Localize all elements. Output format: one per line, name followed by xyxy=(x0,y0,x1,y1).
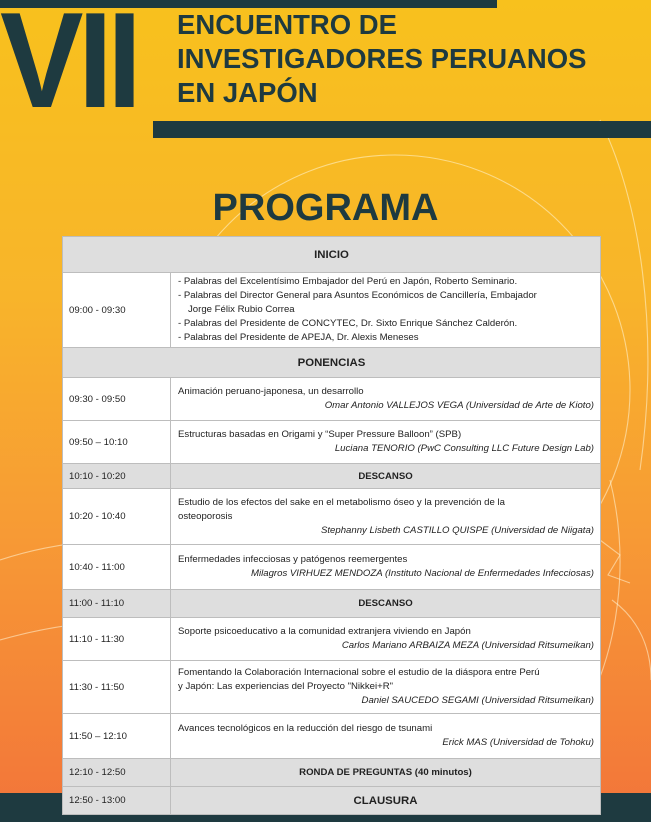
event-title xyxy=(177,8,587,110)
program-table xyxy=(62,236,601,815)
list-item: - Palabras del Excelentísimo Embajador del Perú en Japón, Roberto Seminario. xyxy=(178,276,518,287)
talk-cell xyxy=(171,378,601,421)
break-row xyxy=(63,464,601,489)
time-cell: 11:30 - 11:50 xyxy=(63,661,171,714)
table-row xyxy=(63,378,601,421)
table-row xyxy=(63,618,601,661)
edition-number: VII xyxy=(0,0,137,136)
qa-label: RONDA DE PREGUNTAS (40 minutos) xyxy=(171,759,601,787)
talk-author: Daniel SAUCEDO SEGAMI (Universidad Ritsumeikan) xyxy=(361,695,594,706)
time-cell: 09:50 – 10:10 xyxy=(63,421,171,464)
table-row xyxy=(63,545,601,590)
list-item: - Palabras del Presidente de CONCYTEC, Dr. Sixto Enrique Sánchez Calderón. xyxy=(178,318,518,329)
talk-title-line: Estudio de los efectos del sake en el metabolismo óseo y la prevención de la xyxy=(178,496,505,508)
time-cell: 11:50 – 12:10 xyxy=(63,714,171,759)
break-row xyxy=(63,590,601,618)
time-cell: 10:10 - 10:20 xyxy=(63,464,171,489)
table-row xyxy=(63,661,601,714)
section-label: INICIO xyxy=(63,237,601,273)
program-heading: PROGRAMA xyxy=(212,187,439,229)
table-row xyxy=(63,421,601,464)
list-item: - Palabras del Presidente de APEJA, Dr. Alexis Meneses xyxy=(178,332,419,343)
qa-row xyxy=(63,759,601,787)
time-cell: 10:40 - 11:00 xyxy=(63,545,171,590)
section-label: PONENCIAS xyxy=(63,348,601,378)
talk-title-line: y Japón: Las experiencias del Proyecto "Nikkei+R" xyxy=(178,681,394,692)
talk-title-line: Fomentando la Colaboración Internacional sobre el estudio de la diáspora entre Perú xyxy=(178,667,540,678)
list-item: - Palabras del Director General para Asuntos Económicos de Cancillería, Embajador xyxy=(178,290,537,301)
list-item: Jorge Félix Rubio Correa xyxy=(188,304,295,315)
closing-label: CLAUSURA xyxy=(171,787,601,815)
talk-cell xyxy=(171,618,601,661)
talk-author: Stephanny Lisbeth CASTILLO QUISPE (Universidad de Niigata) xyxy=(320,524,594,536)
section-row-inicio xyxy=(63,237,601,273)
table-row xyxy=(63,273,601,348)
table-row xyxy=(63,489,601,545)
break-label: DESCANSO xyxy=(171,590,601,618)
talk-title: Animación peruano-japonesa, un desarrollo xyxy=(178,386,364,397)
speech-list xyxy=(171,273,601,348)
talk-title: Estructuras basadas en Origami y “Super Pressure Balloon” (SPB) xyxy=(178,429,462,440)
time-cell: 10:20 - 10:40 xyxy=(63,489,171,545)
talk-author: Luciana TENORIO (PwC Consulting LLC Future Design Lab) xyxy=(334,443,594,454)
title-underline-bar xyxy=(153,121,651,138)
time-cell: 11:00 - 11:10 xyxy=(63,590,171,618)
talk-title-line: osteoporosis xyxy=(178,510,233,522)
time-cell: 12:50 - 13:00 xyxy=(63,787,171,815)
talk-cell xyxy=(171,661,601,714)
title-line-2: INVESTIGADORES PERUANOS xyxy=(177,43,587,74)
break-label: DESCANSO xyxy=(171,464,601,489)
talk-title: Enfermedades infecciosas y patógenos reemergentes xyxy=(178,554,408,565)
time-cell: 12:10 - 12:50 xyxy=(63,759,171,787)
section-row-ponencias xyxy=(63,348,601,378)
time-cell: 11:10 - 11:30 xyxy=(63,618,171,661)
table-row xyxy=(63,714,601,759)
talk-title: Soporte psicoeducativo a la comunidad extranjera viviendo en Japón xyxy=(178,626,471,637)
talk-cell xyxy=(171,489,601,545)
title-line-1: ENCUENTRO DE xyxy=(177,9,398,40)
time-cell: 09:00 - 09:30 xyxy=(63,273,171,348)
talk-cell xyxy=(171,714,601,759)
talk-title: Avances tecnológicos en la reducción del riesgo de tsunami xyxy=(178,723,433,734)
talk-author: Milagros VIRHUEZ MENDOZA (Instituto Nacional de Enfermedades Infecciosas) xyxy=(250,568,594,579)
talk-cell xyxy=(171,421,601,464)
talk-author: Erick MAS (Universidad de Tohoku) xyxy=(442,737,594,748)
talk-author: Carlos Mariano ARBAIZA MEZA (Universidad Ritsumeikan) xyxy=(341,640,594,651)
closing-row xyxy=(63,787,601,815)
title-line-3: EN JAPÓN xyxy=(177,77,318,108)
time-cell: 09:30 - 09:50 xyxy=(63,378,171,421)
talk-cell xyxy=(171,545,601,590)
talk-author: Omar Antonio VALLEJOS VEGA (Universidad de Arte de Kioto) xyxy=(324,400,594,411)
